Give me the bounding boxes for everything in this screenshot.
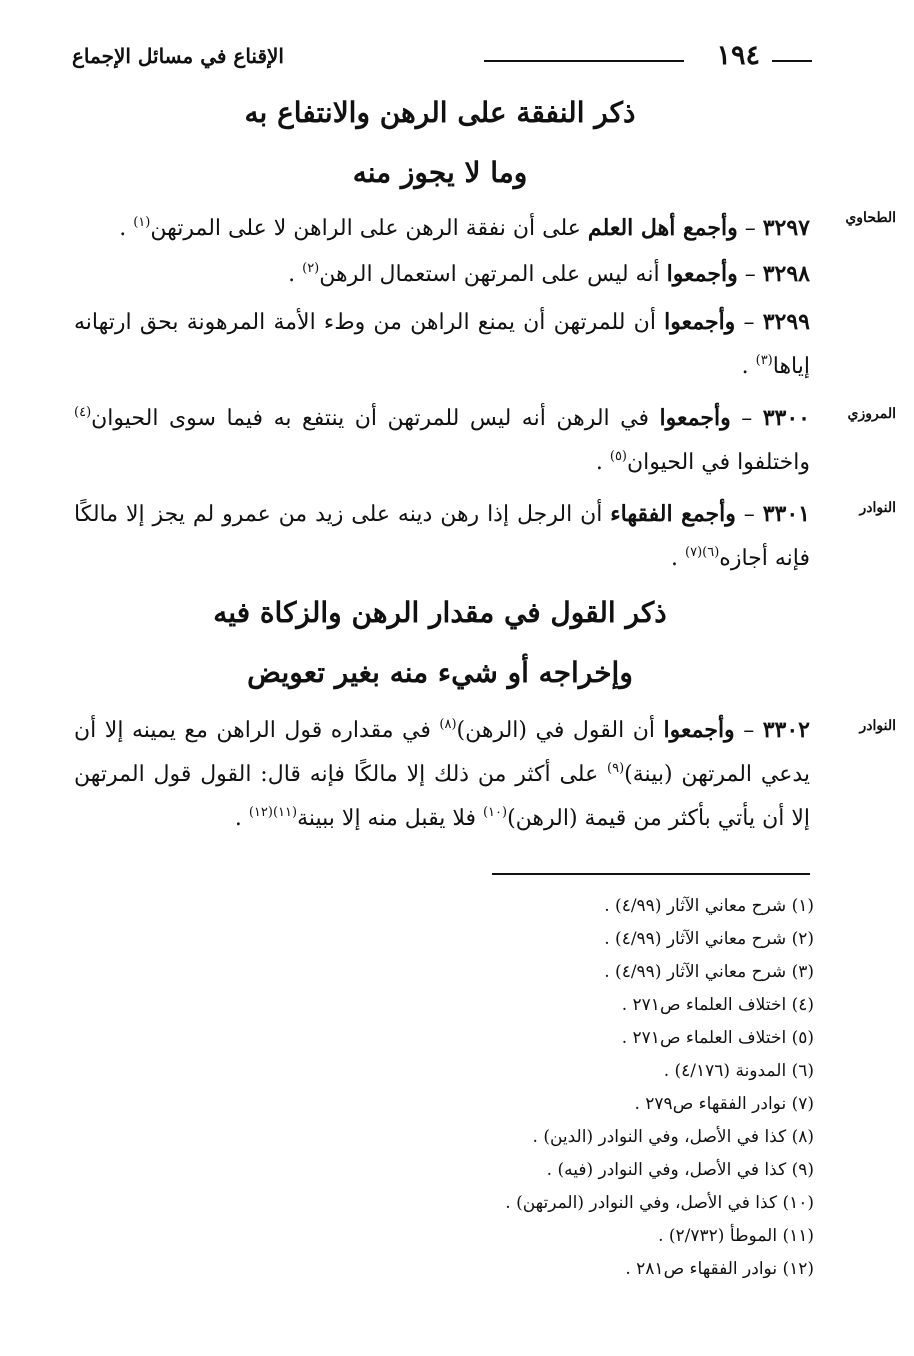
footnote: (٧) نوادر الفقهاء ص٢٧٩ .	[634, 1094, 814, 1114]
paragraph-lead: وأجمع الفقهاء	[610, 501, 736, 527]
paragraph-text: واختلفوا في الحيوان	[627, 450, 810, 475]
paragraph-end: .	[119, 216, 134, 241]
section-heading: وإخراجه أو شيء منه بغير تعويض	[247, 656, 633, 689]
paragraph-number: ٣٣٠١	[762, 501, 810, 527]
ijma-paragraph: ٣٣٠٠ – وأجمعوا في الرهن أنه ليس للمرتهن أن ينتفع به فيما سوى الحيوان$^{(٤)}$ واختلفوا في الحيوان$^{(٥)}$ .	[74, 405, 810, 475]
footnote: (٩) كذا في الأصل، وفي النوادر (فيه) .	[546, 1160, 814, 1180]
footnote: (١) شرح معاني الآثار (٤/٩٩) .	[604, 896, 814, 916]
paragraph-lead: وأجمع أهل العلم	[587, 215, 738, 241]
paragraph-lead: وأجمعوا	[663, 717, 735, 743]
paragraph-text: على أكثر من ذلك إلا مالكًا فإنه قال: القول قول المرتهن إلا أن يأتي بأكثر من قيمة (الرهن)	[74, 762, 810, 831]
footnote: (٨) كذا في الأصل، وفي النوادر (الدين) .	[532, 1127, 814, 1147]
footnote-ref: (٨)	[439, 717, 457, 732]
paragraph-number: ٣٣٠٢	[762, 717, 810, 743]
margin-source-note: النوادر	[859, 718, 896, 734]
margin-source-note: الطحاوي	[845, 210, 896, 226]
ijma-paragraph: ٣٢٩٨ – وأجمعوا أنه ليس على المرتهن استعمال الرهن$^{(٢)}$ .	[288, 261, 810, 287]
paragraph-lead: وأجمعوا	[666, 261, 738, 287]
paragraph-text: على أن نفقة الرهن على الراهن لا على المرتهن	[150, 216, 581, 241]
header-rule-right	[772, 60, 812, 62]
ijma-paragraph: ٣٣٠٢ – وأجمعوا أن القول في (الرهن)$^{(٨)}$ في مقداره قول الراهن مع يمينه إلا أن يدعي المرتهن (بينة)$^{(٩)}$ على أكثر من ذلك إلا مالكًا فإنه قال: القول قول المرتهن إلا أن يأتي بأكثر من قيمة (الرهن)$^{(١٠)}$ فلا يقبل منه إلا ببينة$^{(١١)(١٢)}$ .	[74, 717, 810, 831]
paragraph-text: أن القول في (الرهن)	[456, 718, 655, 743]
footnote-ref: (١٠)	[482, 805, 508, 820]
footnote-ref: (١)	[133, 215, 151, 230]
ijma-paragraph: ٣٣٠١ – وأجمع الفقهاء أن الرجل إذا رهن دينه على زيد من عمرو لم يجز إلا مالكًا فإنه أجازه$^{(٦)(٧)}$ .	[74, 501, 810, 571]
footnote-ref: (٩)	[607, 761, 625, 776]
paragraph-lead: وأجمعوا	[659, 405, 731, 431]
ijma-paragraph: ٣٢٩٩ – وأجمعوا أن للمرتهن أن يمنع الراهن من وطء الأمة المرهونة بحق ارتهانه إياها$^{(٣)}$ .	[74, 309, 810, 379]
paragraph-end: .	[741, 354, 756, 379]
paragraph-text: في الرهن أنه ليس للمرتهن أن ينتفع به فيما سوى الحيوان	[91, 406, 650, 431]
footnote-ref: (٥)	[609, 449, 627, 464]
paragraph-end: .	[671, 546, 686, 571]
footnote: (٤) اختلاف العلماء ص٢٧١ .	[621, 995, 814, 1015]
footnote-ref: (٦)(٧)	[685, 545, 720, 560]
margin-source-note: المروزي	[847, 406, 896, 422]
paragraph-text: في مقداره قول الراهن مع يمينه إلا أن يدعي المرتهن (بينة)	[74, 718, 810, 787]
paragraph-lead: وأجمعوا	[664, 309, 736, 335]
footnote-ref: (٢)	[302, 261, 320, 276]
running-header	[72, 38, 812, 78]
section-heading: وما لا يجوز منه	[352, 156, 528, 189]
ijma-paragraph: ٣٢٩٧ – وأجمع أهل العلم على أن نفقة الرهن على الراهن لا على المرتهن$^{(١)}$ .	[119, 215, 810, 241]
paragraph-text: أنه ليس على المرتهن استعمال الرهن	[319, 262, 660, 287]
footnote-separator	[492, 873, 810, 875]
header-rule-left	[484, 60, 684, 62]
paragraph-text: فلا يقبل منه إلا ببينة	[297, 806, 483, 831]
footnote-ref: (٣)	[755, 353, 773, 368]
paragraph-number: ٣٣٠٠	[762, 405, 810, 431]
book-title: الإقناع في مسائل الإجماع	[72, 44, 284, 68]
paragraph-text: أن للمرتهن أن يمنع الراهن من وطء الأمة المرهونة بحق ارتهانه إياها	[74, 310, 810, 379]
paragraph-end: .	[595, 450, 610, 475]
paragraph-end: .	[234, 806, 249, 831]
footnote: (٥) اختلاف العلماء ص٢٧١ .	[621, 1028, 814, 1048]
paragraph-number: ٣٢٩٨	[762, 261, 810, 287]
footnote: (١١) الموطأ (٢/٧٣٢) .	[658, 1226, 814, 1246]
section-heading: ذكر القول في مقدار الرهن والزكاة فيه	[213, 596, 667, 629]
footnote: (٦) المدونة (٤/١٧٦) .	[663, 1061, 814, 1081]
footnote: (٣) شرح معاني الآثار (٤/٩٩) .	[604, 962, 814, 982]
footnotes-list	[314, 896, 814, 1292]
page-number: ١٩٤	[716, 40, 760, 71]
paragraph-end: .	[288, 262, 303, 287]
footnote-ref: (٤)	[74, 405, 92, 420]
footnote-ref: (١١)(١٢)	[248, 805, 298, 820]
paragraph-text: أن الرجل إذا رهن دينه على زيد من عمرو لم يجز إلا مالكًا فإنه أجازه	[74, 502, 810, 571]
footnote: (٢) شرح معاني الآثار (٤/٩٩) .	[604, 929, 814, 949]
footnote: (١٢) نوادر الفقهاء ص٢٨١ .	[625, 1259, 814, 1279]
margin-source-note: النوادر	[859, 500, 896, 516]
paragraph-number: ٣٢٩٩	[762, 309, 810, 335]
paragraph-number: ٣٢٩٧	[762, 215, 810, 241]
footnote: (١٠) كذا في الأصل، وفي النوادر (المرتهن) .	[505, 1193, 814, 1213]
section-heading: ذكر النفقة على الرهن والانتفاع به	[244, 96, 636, 129]
